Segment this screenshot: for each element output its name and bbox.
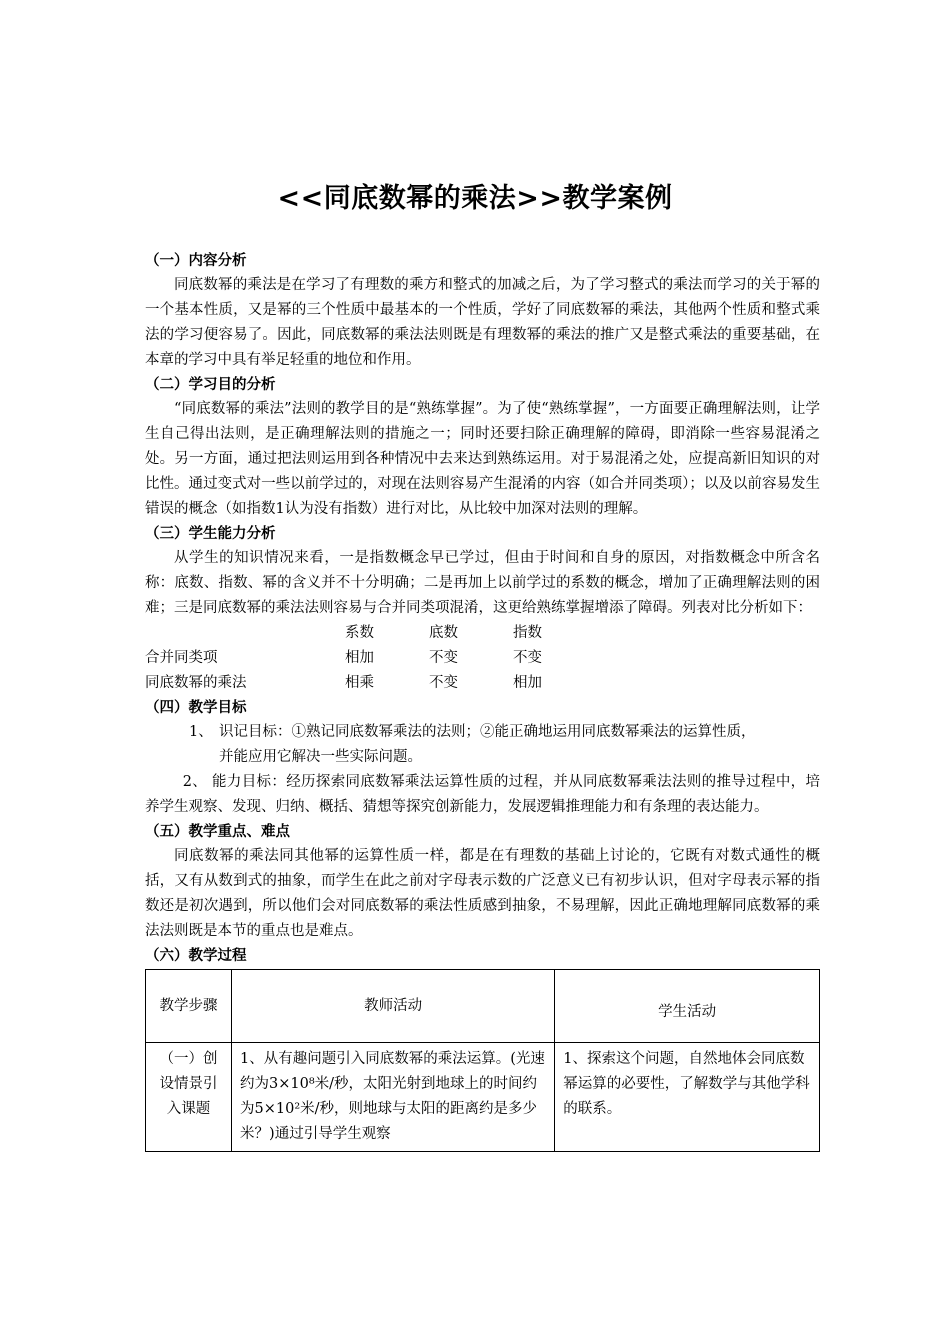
section-heading-teaching-process: （六）教学过程	[145, 948, 247, 964]
section-text-student-ability: 从学生的知识情况来看，一是指数概念早已学过，但由于时间和自身的原因，对指数概念中所含名称：底数、指数、幂的含义并不十分明确；二是再加上以前学过的系数的概念，增加了正确理解法则的困难；三是同底数幂的乘法法则容易与合并同类项混淆，这更给熟练掌握增添了障碍。列表对比分析如下：	[145, 550, 820, 616]
teaching-goal-1-text: 识记目标：①熟记同底数幂乘法的法则；②能正确地运用同底数幂乘法的运算性质，	[219, 724, 756, 740]
comparison-cell: 不变	[429, 675, 458, 691]
comparison-cell: 同底数幂的乘法	[145, 675, 247, 691]
comparison-header-row	[145, 621, 585, 646]
teaching-goal-1-number: 1、	[189, 724, 213, 740]
comparison-table	[145, 621, 585, 696]
comparison-row	[145, 646, 585, 671]
section-heading-teaching-goals: （四）教学目标	[145, 700, 247, 716]
comparison-header-cell: 指数	[513, 625, 542, 641]
section-heading-content-analysis: （一）内容分析	[145, 253, 247, 269]
process-student-cell: 1、探索这个问题，自然地体会同底数幂运算的必要性，了解数学与其他学科的联系。	[555, 1043, 820, 1152]
comparison-cell: 相加	[513, 675, 542, 691]
process-header-student: 学生活动	[555, 970, 820, 1043]
process-row	[146, 1043, 820, 1152]
document-title: <<同底数幂的乘法>>教学案例	[277, 183, 673, 214]
process-header-teacher: 教师活动	[232, 970, 555, 1043]
comparison-cell: 不变	[429, 650, 458, 666]
section-heading-key-points: （五）教学重点、难点	[145, 824, 290, 840]
process-teacher-cell: 1、从有趣问题引入同底数幂的乘法运算。(光速约为3×10⁸米/秒，太阳光射到地球上的时间约为5×10²米/秒，则地球与太阳的距离约是多少米？)通过引导学生观察	[232, 1043, 555, 1152]
comparison-cell: 相乘	[345, 675, 374, 691]
section-heading-student-ability: （三）学生能力分析	[145, 526, 276, 542]
comparison-cell: 合并同类项	[145, 650, 218, 666]
process-header-step: 教学步骤	[146, 970, 232, 1043]
teaching-goal-2: 2、 能力目标：经历探索同底数幂乘法运算性质的过程，并从同底数幂乘法法则的推导过程中，培养学生观察、发现、归纳、概括、猜想等探究创新能力，发展逻辑推理能力和有条理的表达能力。	[145, 774, 820, 815]
teaching-goal-1-continuation: 并能应用它解决一些实际问题。	[219, 749, 422, 765]
comparison-cell: 不变	[513, 650, 542, 666]
comparison-header-cell	[145, 621, 345, 646]
comparison-header-cell: 系数	[345, 625, 374, 641]
teaching-goal-1	[145, 720, 820, 770]
section-text-key-points: 同底数幂的乘法同其他幂的运算性质一样，都是在有理数的基础上讨论的，它既有对数式通性的概括，又有从数到式的抽象，而学生在此之前对字母表示数的广泛意义已有初步认识，但对字母表示幂的指数还是初次遇到，所以他们会对同底数幂的乘法性质感到抽象，不易理解，因此正确地理解同底数幂的乘法法则既是本节的重点也是难点。	[145, 848, 820, 939]
process-step-cell: （一）创设情景引入课题	[146, 1043, 232, 1152]
document-body	[145, 249, 820, 1152]
comparison-row	[145, 671, 585, 696]
section-text-learning-purpose: “同底数幂的乘法”法则的教学目的是“熟练掌握”。为了使“熟练掌握”，一方面要正确理解法则，让学生自己得出法则，是正确理解法则的措施之一；同时还要扫除正确理解的障碍，即消除一些容易混淆之处。另一方面，通过把法则运用到各种情况中去来达到熟练运用。对于易混淆之处，应提高新旧知识的对比性。通过变式对一些以前学过的，对现在法则容易产生混淆的内容（如合并同类项）；以及以前容易发生错误的概念（如指数1认为没有指数）进行对比，从比较中加深对法则的理解。	[145, 401, 820, 517]
teaching-process-table	[145, 969, 820, 1152]
section-text-content-analysis: 同底数幂的乘法是在学习了有理数的乘方和整式的加减之后，为了学习整式的乘法而学习的关于幂的一个基本性质，又是幂的三个性质中最基本的一个性质，学好了同底数幂的乘法，其他两个性质和整式乘法的学习便容易了。因此，同底数幂的乘法法则既是有理数幂的乘法的推广又是整式乘法的重要基础，在本章的学习中具有举足轻重的地位和作用。	[145, 277, 820, 368]
section-heading-learning-purpose: （二）学习目的分析	[145, 377, 276, 393]
process-header-row	[146, 970, 820, 1043]
comparison-header-cell: 底数	[429, 625, 458, 641]
comparison-cell: 相加	[345, 650, 374, 666]
